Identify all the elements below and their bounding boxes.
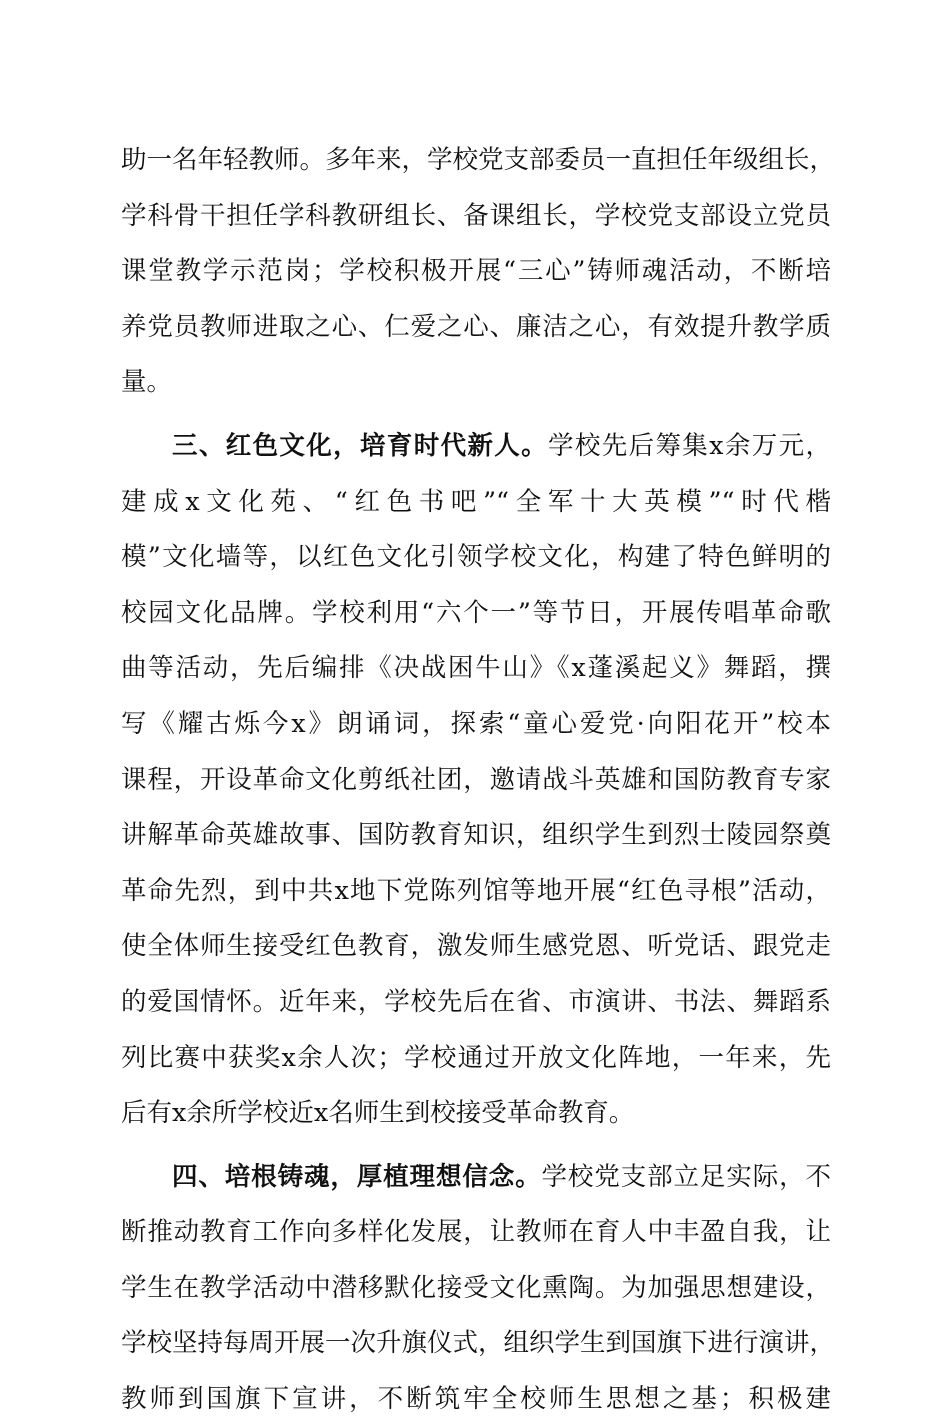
paragraph-line: 后有x余所学校近x名师生到校接受革命教育。	[121, 1098, 635, 1129]
paragraph-1	[121, 133, 836, 411]
paragraph-line: 讲解革命英雄故事、国防教育知识，组织学生到烈士陵园祭奠	[121, 820, 831, 851]
paragraph-line: 量。	[121, 367, 173, 398]
paragraph-line: 模”文化墙等，以红色文化引领学校文化，构建了特色鲜明的	[121, 542, 831, 573]
paragraph-3	[121, 1150, 836, 1428]
paragraph-text: 学校先后筹集x余万元，	[548, 430, 831, 461]
paragraph-text: 学校党支部立足实际，不	[541, 1161, 831, 1192]
section-heading: 三、红色文化，培育时代新人。	[172, 430, 549, 461]
paragraph-line: 学校坚持每周开展一次升旗仪式，组织学生到国旗下进行演讲，	[121, 1328, 836, 1359]
paragraph-line: 曲等活动，先后编排《决战困牛山》《x蓬溪起义》舞蹈，撰	[121, 653, 831, 684]
paragraph-line: 建成x文化苑、“红色书吧”“全军十大英模”“时代楷	[121, 486, 831, 517]
paragraph-line: 课堂教学示范岗；学校积极开展“三心”铸师魂活动，不断培	[121, 256, 831, 287]
paragraph-line: 断推动教育工作向多样化发展，让教师在育人中丰盈自我，让	[121, 1217, 831, 1248]
paragraph-line: 革命先烈，到中共x地下党陈列馆等地开展“红色寻根”活动，	[121, 875, 831, 906]
paragraph-2	[121, 419, 831, 1142]
paragraph-line: 课程，开设革命文化剪纸社团，邀请战斗英雄和国防教育专家	[121, 764, 831, 795]
paragraph-line: 教师到国旗下宣讲，不断筑牢全校师生思想之基；积极建	[121, 1384, 831, 1415]
paragraph-line: 列比赛中获奖x余人次；学校通过开放文化阵地，一年来，先	[121, 1042, 831, 1073]
paragraph-first-line	[121, 1150, 831, 1206]
paragraph-line: 学生在教学活动中潜移默化接受文化熏陶。为加强思想建设，	[121, 1272, 831, 1303]
paragraph-line: 养党员教师进取之心、仁爱之心、廉洁之心，有效提升教学质	[121, 311, 831, 342]
paragraph-line: 写《耀古烁今x》朗诵词，探索“童心爱党·向阳花开”校本	[121, 708, 831, 739]
paragraph-first-line	[121, 419, 831, 475]
paragraph-line: 校园文化品牌。学校利用“六个一”等节日，开展传唱革命歌	[121, 597, 831, 628]
paragraph-line: 的爱国情怀。近年来，学校先后在省、市演讲、书法、舞蹈系	[121, 986, 831, 1017]
document-body	[121, 133, 836, 1428]
paragraph-line: 学科骨干担任学科教研组长、备课组长，学校党支部设立党员	[121, 200, 831, 231]
paragraph-line: 使全体师生接受红色教育，激发师生感党恩、听党话、跟党走	[121, 931, 831, 962]
paragraph-line: 助一名年轻教师。多年来，学校党支部委员一直担任年级组长，	[121, 145, 836, 175]
section-heading: 四、培根铸魂，厚植理想信念。	[172, 1161, 542, 1192]
